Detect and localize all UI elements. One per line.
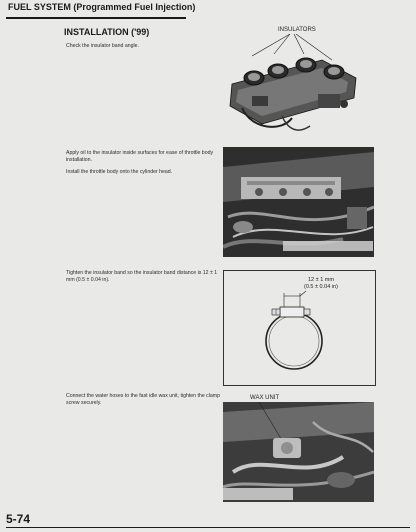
section-title: INSTALLATION ('99) xyxy=(64,27,150,37)
step-apply-oil xyxy=(66,150,220,181)
step-text: Install the throttle body onto the cylinder head. xyxy=(66,169,173,175)
wax-unit-photo xyxy=(223,402,374,502)
insulator-band-diagram xyxy=(223,270,376,386)
wax-unit-drawing xyxy=(223,402,374,502)
step-tighten-band xyxy=(66,270,220,289)
step-text: Apply oil to the insulator inside surfaces for ease of throttle body installation. xyxy=(66,150,214,163)
footer-rule xyxy=(6,527,410,528)
step-check-band-angle xyxy=(66,43,220,55)
page-header-title: FUEL SYSTEM (Programmed Fuel Injection) xyxy=(8,2,196,12)
step-text: Connect the water hoses to the fast idle wax unit, tighten the clamp screw securely. xyxy=(66,393,220,406)
step-text: Check the insulator band angle. xyxy=(66,43,139,49)
step-connect-hoses xyxy=(66,393,220,412)
wax-unit-label: WAX UNIT xyxy=(250,395,280,401)
page-number: 5-74 xyxy=(6,512,31,526)
throttle-body-drawing xyxy=(222,34,362,138)
band-dimension-in: (0.5 ± 0.04 in) xyxy=(304,284,338,290)
band-drawing xyxy=(224,271,375,385)
band-dimension-mm: 12 ± 1 mm xyxy=(308,277,334,283)
step-text: Tighten the insulator band so the insulator band distance is 12 ± 1 mm (0.5 ± 0.04 in). xyxy=(66,270,218,283)
installation-photo xyxy=(223,147,374,257)
installation-photo-drawing xyxy=(223,147,374,257)
throttle-body-illustration xyxy=(222,34,362,138)
insulators-label: INSULATORS xyxy=(278,27,316,33)
